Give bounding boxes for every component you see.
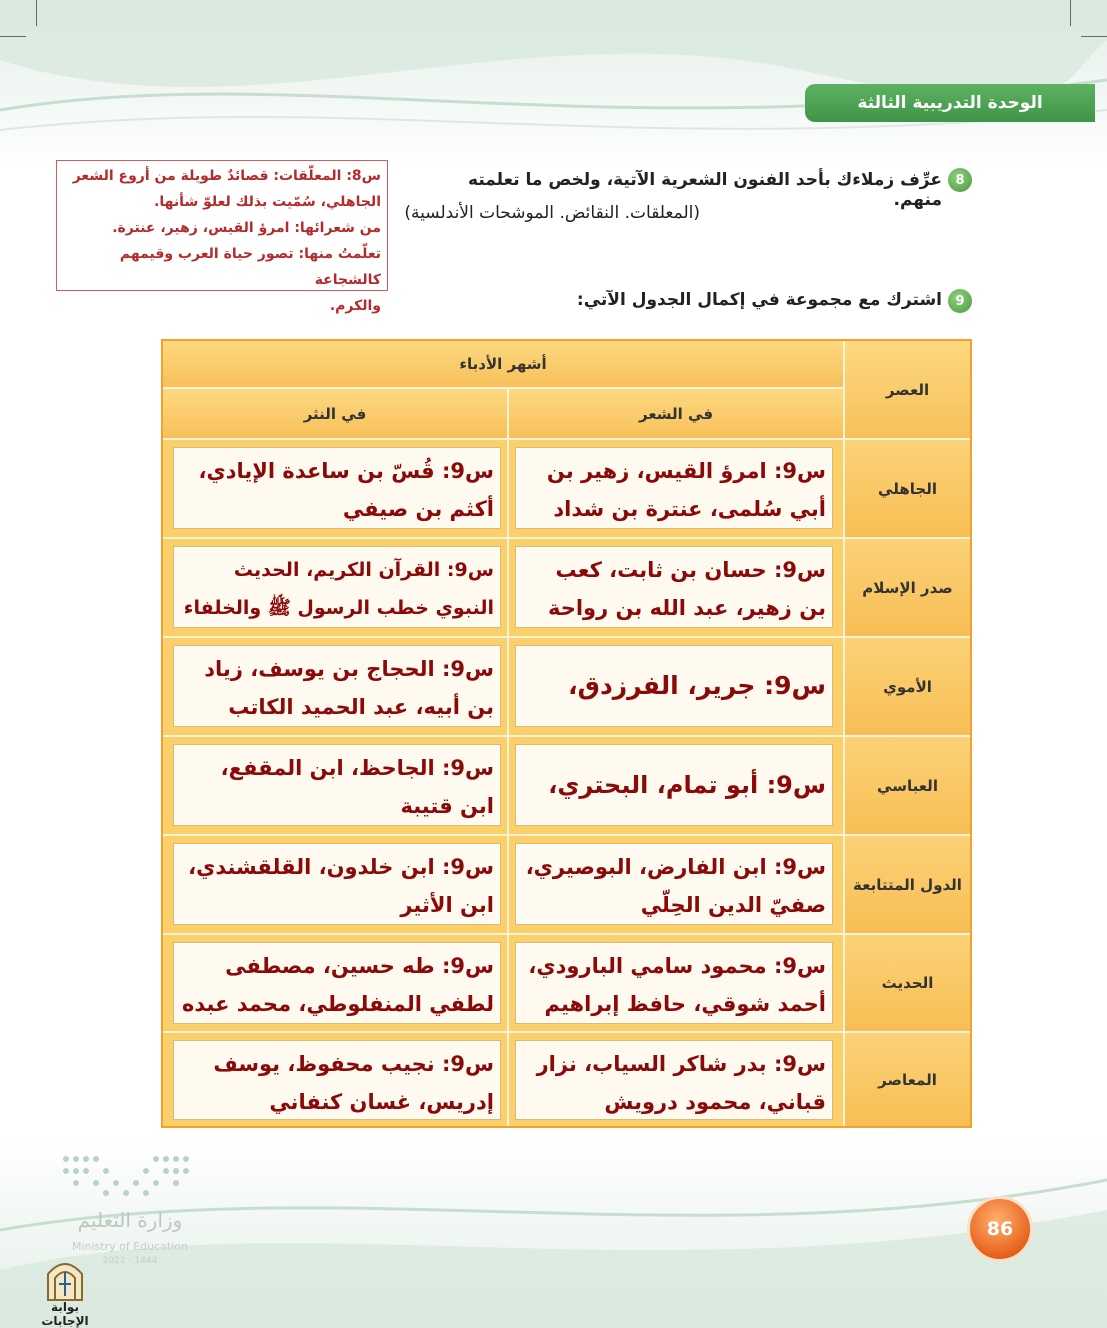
question-8-answer-box <box>56 160 388 314</box>
poetry-answer-cell: س9: حسان بن ثابت، كعب بن زهير، عبد الله بن رواحة <box>515 546 833 628</box>
prose-answer-cell: س9: قُسّ بن ساعدة الإيادي، أكثم بن صيفي <box>173 447 501 529</box>
era-cell <box>845 539 970 636</box>
prose-answer-cell: س9: القرآن الكريم، الحديث النبوي خطب الرسول ﷺ والخلفاء <box>173 546 501 628</box>
era-cell <box>845 836 970 933</box>
answer-line: والكرم. <box>329 298 381 314</box>
answer-line: س8: المعلّقات: قصائدٌ طويلة من أروع الشعر <box>72 168 381 184</box>
prose-answer-cell: س9: الحجاج بن يوسف، زياد بن أبيه، عبد الحميد الكاتب <box>173 645 501 727</box>
ministry-name-arabic: وزارة التعليم <box>77 1208 183 1232</box>
poetry-answer-cell: س9: محمود سامي البارودي، أحمد شوقي، حافظ إبراهيم <box>515 942 833 1024</box>
question-8-text: عرِّف زملاءك بأحد الفنون الشعرية الآتية، ولخص ما تعلمته منهم. <box>468 170 942 210</box>
header-divider <box>507 389 509 438</box>
poetry-answer-cell: س9: أبو تمام، البحتري، <box>515 744 833 826</box>
era-label: العباسي <box>877 776 938 795</box>
header-famous-writers <box>163 341 843 387</box>
crop-mark <box>1070 0 1071 26</box>
header-famous-writers-label: أشهر الأدباء <box>459 355 547 373</box>
era-label: صدر الإسلام <box>862 578 953 597</box>
era-cell <box>845 1033 970 1126</box>
era-cell <box>845 935 970 1031</box>
header-era-label: العصر <box>885 380 930 399</box>
prose-answer-cell: س9: الجاحظ، ابن المقفع، ابن قتيبة <box>173 744 501 826</box>
prose-answer-cell: س9: ابن خلدون، القلقشندي، ابن الأثير <box>173 843 501 925</box>
era-label: الأموي <box>883 677 932 696</box>
era-label: المعاصر <box>878 1070 937 1089</box>
page-number-badge <box>967 1196 1033 1262</box>
prose-answer-cell: س9: نجيب محفوظ، يوسف إدريس، غسان كنفاني <box>173 1040 501 1120</box>
header-poetry <box>509 389 843 438</box>
poetry-answer-cell: س9: امرؤ القيس، زهير بن أبي سُلمى، عنترة بن شداد <box>515 447 833 529</box>
site-name: بوابة الإجابات <box>41 1300 89 1328</box>
prose-answer-cell: س9: طه حسين، مصطفى لطفي المنفلوطي، محمد عبده <box>173 942 501 1024</box>
era-cell <box>845 440 970 537</box>
crop-mark <box>36 0 37 26</box>
poetry-answer-cell: س9: جرير، الفرزدق، <box>515 645 833 727</box>
era-cell <box>845 737 970 834</box>
era-label: الدول المتتابعة <box>853 875 962 894</box>
header-poetry-label: في الشعر <box>638 404 714 423</box>
unit-title-banner <box>805 84 1095 122</box>
header-prose <box>163 389 507 438</box>
poetry-prose-divider <box>507 438 509 1126</box>
crop-mark <box>1081 36 1107 37</box>
header-era <box>845 341 970 438</box>
unit-title: الوحدة التدريبية الثالثة <box>857 93 1043 113</box>
ministry-edition-year: 2022 - 1444 <box>102 1256 158 1266</box>
ministry-name-english: Ministry of Education <box>71 1240 188 1253</box>
header-divider <box>163 387 843 389</box>
era-label: الجاهلي <box>878 479 937 498</box>
question-9-number: 9 <box>948 289 972 313</box>
crop-mark <box>0 36 26 37</box>
header-prose-label: في النثر <box>303 404 367 423</box>
site-logo-icon <box>44 1256 86 1306</box>
answer-line: الجاهلي، سُمّيت بذلك لعلوّ شأنها. <box>154 194 381 210</box>
question-8-options: (المعلقات. النقائض. الموشحات الأندلسية) <box>404 203 700 223</box>
era-cell <box>845 638 970 735</box>
question-8-number: 8 <box>948 168 972 192</box>
question-9-text: اشترك مع مجموعة في إكمال الجدول الآتي: <box>576 290 942 310</box>
answer-line: تعلّمتُ منها: تصور حياة العرب وقيمهم كالشجاعة <box>119 246 381 288</box>
page-number: 86 <box>986 1218 1014 1240</box>
poetry-answer-cell: س9: بدر شاكر السياب، نزار قباني، محمود درويش <box>515 1040 833 1120</box>
ministry-logo-dots <box>62 1155 198 1203</box>
poetry-answer-cell: س9: ابن الفارض، البوصيري، صفيّ الدين الحِلّي <box>515 843 833 925</box>
era-label: الحديث <box>881 974 934 992</box>
answer-line: من شعرائها: امرؤ القيس، زهير، عنترة. <box>112 220 381 236</box>
writers-table <box>161 339 972 1128</box>
